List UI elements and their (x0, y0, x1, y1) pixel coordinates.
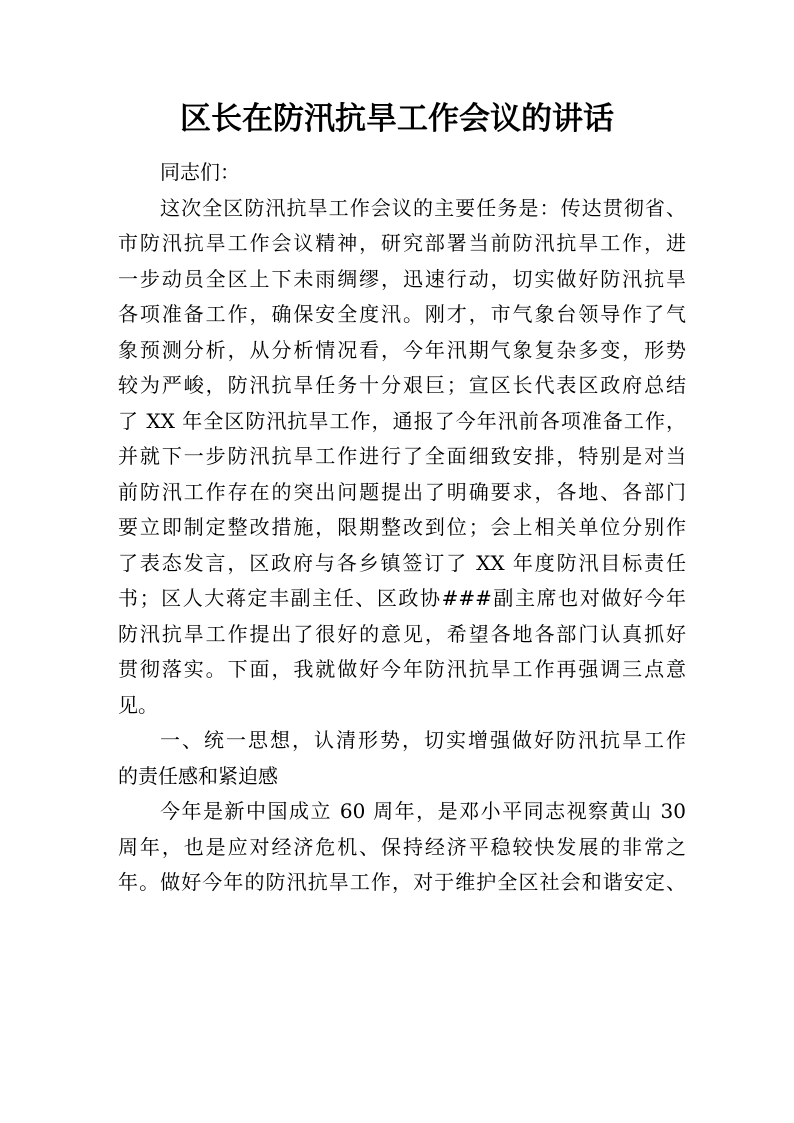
text-line: 见。 (118, 692, 158, 717)
text-line: 贯彻落实。下面，我就做好今年防汛抗旱工作再强调三点意 (118, 657, 686, 681)
text-line: 前防汛工作存在的突出问题提出了明确要求，各地、各部门 (118, 479, 686, 504)
text-line: 年。做好今年的防汛抗旱工作，对于维护全区社会和谐安定、 (118, 870, 686, 894)
text-line: 了表态发言，区政府与各乡镇签订了 XX 年度防汛目标责任 (118, 550, 686, 575)
text-line: 同志们： (160, 160, 240, 184)
text-line: 了 XX 年全区防汛抗旱工作，通报了今年汛前各项准备工作， (118, 408, 686, 433)
text-line: 周年，也是应对经济危机、保持经济平稳较快发展的非常之 (118, 834, 686, 859)
text-line: 防汛抗旱工作提出了很好的意见，希望各地各部门认真抓好 (118, 621, 686, 646)
text-line: 一、统一思想，认清形势，切实增强做好防汛抗旱工作 (160, 728, 686, 752)
text-line: 今年是新中国成立 60 周年，是邓小平同志视察黄山 30 (160, 799, 686, 823)
document-body (118, 155, 686, 901)
text-line: 并就下一步防汛抗旱工作进行了全面细致安排，特别是对当 (118, 444, 686, 468)
text-line: 各项准备工作，确保安全度汛。刚才，市气象台领导作了气 (118, 302, 686, 326)
text-line: 书；区人大蒋定丰副主任、区政协###副主席也对做好今年 (118, 586, 686, 610)
text-line: 市防汛抗旱工作会议精神，研究部署当前防汛抗旱工作，进 (118, 231, 686, 255)
text-line: 这次全区防汛抗旱工作会议的主要任务是：传达贯彻省、 (160, 195, 686, 220)
text-line: 一步动员全区上下未雨绸缪，迅速行动，切实做好防汛抗旱 (118, 266, 686, 291)
text-line: 象预测分析，从分析情况看，今年汛期气象复杂多变，形势 (118, 337, 686, 362)
text-line: 较为严峻，防汛抗旱任务十分艰巨；宣区长代表区政府总结 (118, 373, 686, 397)
text-line: 的责任感和紧迫感 (118, 763, 278, 788)
text-line: 要立即制定整改措施，限期整改到位；会上相关单位分别作 (118, 515, 686, 539)
document-title: 区长在防汛抗旱工作会议的讲话 (180, 101, 614, 137)
